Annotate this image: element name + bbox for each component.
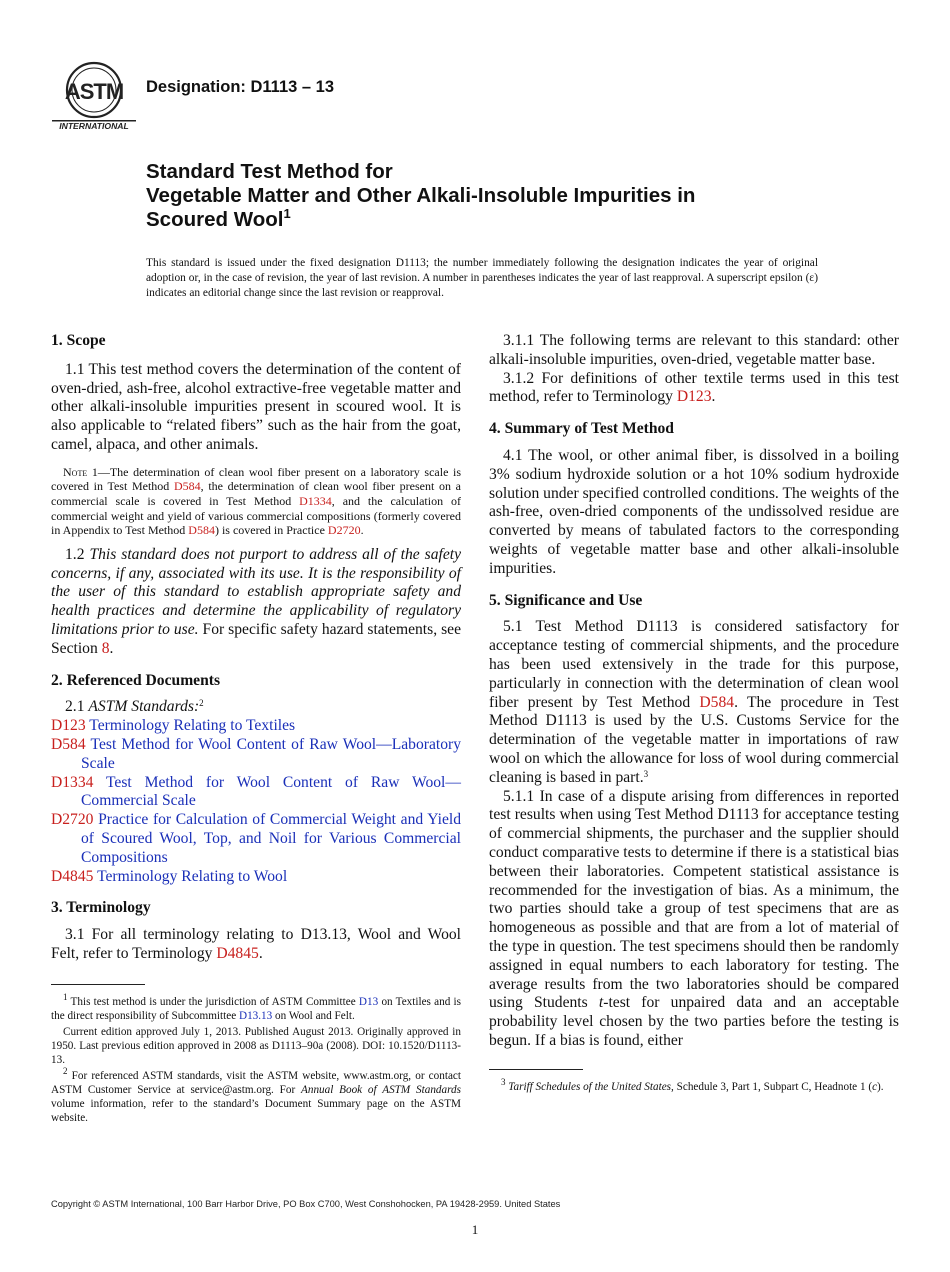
paragraph-5-1: 5.1 Test Method D1113 is considered satisfactory for acceptance testing of commercial shipments, and the procedure has been used extensively in the trade for this purpose, particularly in connection with the determination of clean wool fiber present by Test Method D584. The procedure in Test Method D1113 is used by the U.S. Customs Service for the determination of the vegetable matter in importations of raw wool on which the allowance for loss of wool during commercial cleaning is based in part.$^3$ bbox=[489, 618, 899, 786]
paragraph-3-1-1: 3.1.1 The following terms are relevant to this standard: other alkali-insoluble impurities, oven-dried, vegetable matter base. bbox=[489, 332, 899, 368]
footnote-1: $^1$ This test method is under the jurisdiction of ASTM Committee D13 on Textiles and is the direct responsibility of Subcommittee D13.13 on Wool and Felt. bbox=[51, 991, 461, 1022]
footnote-1-edition: Current edition approved July 1, 2013. Published August 2013. Originally approved in 1950. Last previous edition approved in 2008 as D1113–90a (2008). DOI: 10.1520/D1113-13. bbox=[51, 1025, 461, 1066]
ref-link-section-8[interactable]: 8 bbox=[101, 639, 110, 657]
paragraph-1-1: 1.1 This test method covers the determination of the content of oven-dried, ash-free, alcohol extractive-free vegetable matter and other alkali-insoluble impurities present in scoured wool. It is also applicable to “related fibers” such as the hair from the goat, camel, alpaca, and other animals. bbox=[51, 360, 461, 453]
paragraph-3-1-2: 3.1.2 For definitions of other textile terms used in this test method, refer to Terminology D123. bbox=[489, 369, 899, 406]
ref-title[interactable]: Terminology Relating to Textiles bbox=[85, 717, 296, 735]
paragraph-1-2: 1.2 This standard does not purport to address all of the safety concerns, if any, associated with its use. It is the responsibility of the user of this standard to establish appropriate safety and health practices and determine the applicability of regulatory limitations prior to use. For specific safety hazard statements, see Section 8. bbox=[51, 545, 461, 657]
section-heading-scope: 1. Scope bbox=[51, 332, 106, 349]
referenced-standards-list bbox=[51, 717, 461, 886]
section-heading-referenced-documents: 2. Referenced Documents bbox=[51, 671, 221, 689]
paragraph-5-1-1: 5.1.1 In case of a dispute arising from differences in reported test results when using Test Method D1113 for acceptance testing of commercial shipments, the purchaser and the supplier should conduct comparative tests to determine if there is a statistical bias between their laboratories. Competent statistical assistance is recommended for the investigation of bias. As a minimum, the two parties should take a group of test specimens that are as homogeneous as possible and that are from a lot of material of the type in question. The test specimens should then be randomly assigned in equal numbers to each laboratory for testing. The average results from the two laboratories should be compared using Students t-test for unpaired data and an acceptable probability level chosen by the two parties before the testing is begun. If a bias is found, either bbox=[489, 787, 899, 1049]
ref-code[interactable]: D1334 bbox=[51, 773, 94, 791]
footnote-3: $^3$ Tariff Schedules of the United States, Schedule 3, Part 1, Subpart C, Headnote 1 (c). bbox=[501, 1076, 884, 1093]
logo-letters: ASTM bbox=[64, 79, 124, 104]
ref-title[interactable]: Test Method for Wool Content of Raw Wool—Laboratory Scale bbox=[81, 735, 461, 772]
ref-title[interactable]: Test Method for Wool Content of Raw Wool—Commercial Scale bbox=[81, 773, 461, 810]
committee-link-d13[interactable]: D13 bbox=[358, 995, 379, 1008]
footnote-divider bbox=[51, 984, 145, 985]
ref-link-d2720[interactable]: D2720 bbox=[327, 523, 361, 538]
ref-title[interactable]: Terminology Relating to Wool bbox=[93, 867, 288, 885]
ref-link-d584[interactable]: D584 bbox=[188, 523, 215, 538]
paragraph-4-1: 4.1 The wool, or other animal fiber, is dissolved in a boiling 3% sodium hydroxide solution or a hot 10% sodium hydroxide solution under specified controlled conditions. The weights of the ash-free, oven-dried components of the undissolved residue are converted by means of tabulated factors to the corresponding weights of vegetable matter base and other alkali-insoluble impurities. bbox=[489, 446, 899, 577]
designation: Designation: D1113 – 13 bbox=[146, 78, 335, 96]
ref-link-d123[interactable]: D123 bbox=[676, 388, 712, 406]
footnote-divider bbox=[489, 1069, 583, 1070]
list-item bbox=[51, 717, 461, 736]
section-heading-summary: 4. Summary of Test Method bbox=[489, 420, 674, 438]
footnote-2: $^2$ For referenced ASTM standards, visit the ASTM website, www.astm.org, or contact ASTM Customer Service at service@astm.org. For Annual Book of ASTM Standards volume information, refer to the standard’s Document Summary page on the ASTM website. bbox=[51, 1065, 461, 1124]
left-column bbox=[51, 332, 461, 1125]
ref-link-d4845[interactable]: D4845 bbox=[216, 944, 259, 962]
paragraph-2-1: 2.1 ASTM Standards:$^2$ bbox=[65, 698, 204, 716]
ref-code[interactable]: D123 bbox=[51, 717, 86, 735]
astm-logo bbox=[52, 58, 136, 132]
paragraph-3-1: 3.1 For all terminology relating to D13.13, Wool and Wool Felt, refer to Terminology D4845. bbox=[51, 926, 461, 962]
subcommittee-link-d13-13[interactable]: D13.13 bbox=[238, 1009, 273, 1022]
footnote-mark-3[interactable]: 3 bbox=[643, 768, 649, 779]
copyright-footer: Copyright © ASTM International, 100 Barr Harbor Drive, PO Box C700, West Conshohocken, PA 19428-2959. United States bbox=[51, 1199, 561, 1209]
ref-link-d1334[interactable]: D1334 bbox=[299, 493, 332, 508]
ref-link-d584[interactable]: D584 bbox=[699, 693, 735, 711]
page-number: 1 bbox=[471, 1222, 479, 1237]
ref-code[interactable]: D584 bbox=[51, 735, 86, 753]
list-item bbox=[51, 736, 461, 774]
issuance-statement: This standard is issued under the fixed designation D1113; the number immediately following the designation indicates the year of original adoption or, in the case of revision, the year of last revision. A number in parentheses indicates the year of last reapproval. A superscript epsilon (ε) indicates an editorial change since the last revision or reapproval. bbox=[146, 257, 818, 299]
list-item bbox=[51, 774, 461, 812]
ref-code[interactable]: D4845 bbox=[51, 867, 94, 885]
right-column bbox=[489, 332, 899, 1094]
ref-link-d584[interactable]: D584 bbox=[173, 479, 201, 494]
title-line-2: Vegetable Matter and Other Alkali-Insoluble Impurities in bbox=[146, 184, 696, 207]
list-item bbox=[51, 811, 461, 867]
section-heading-terminology: 3. Terminology bbox=[51, 899, 151, 917]
title-line-1: Standard Test Method for bbox=[146, 160, 393, 183]
title-line-3: Scoured Wool$^1$ bbox=[146, 206, 291, 231]
footnote-mark-2[interactable]: 2 bbox=[199, 698, 204, 709]
document-title bbox=[146, 160, 826, 232]
ref-title[interactable]: Practice for Calculation of Commercial Weight and Yield of Scoured Wool, Top, and Noil for Various Commercial Compositions bbox=[81, 811, 461, 866]
ref-code[interactable]: D2720 bbox=[51, 811, 94, 829]
section-heading-significance: 5. Significance and Use bbox=[489, 591, 643, 609]
title-footnote-mark[interactable]: 1 bbox=[283, 206, 291, 221]
note-1: Note 1—The determination of clean wool fiber present on a laboratory scale is covered in Test Method D584, the determination of clean wool fiber present on a commercial scale is covered in Test Method D1334, and the calculation of commercial weight and yield of various commercial compositions (formerly covered in Appendix to Test Method D584) is covered in Practice D2720. bbox=[51, 464, 461, 538]
logo-subtitle: INTERNATIONAL bbox=[59, 121, 129, 131]
list-item bbox=[51, 868, 461, 887]
